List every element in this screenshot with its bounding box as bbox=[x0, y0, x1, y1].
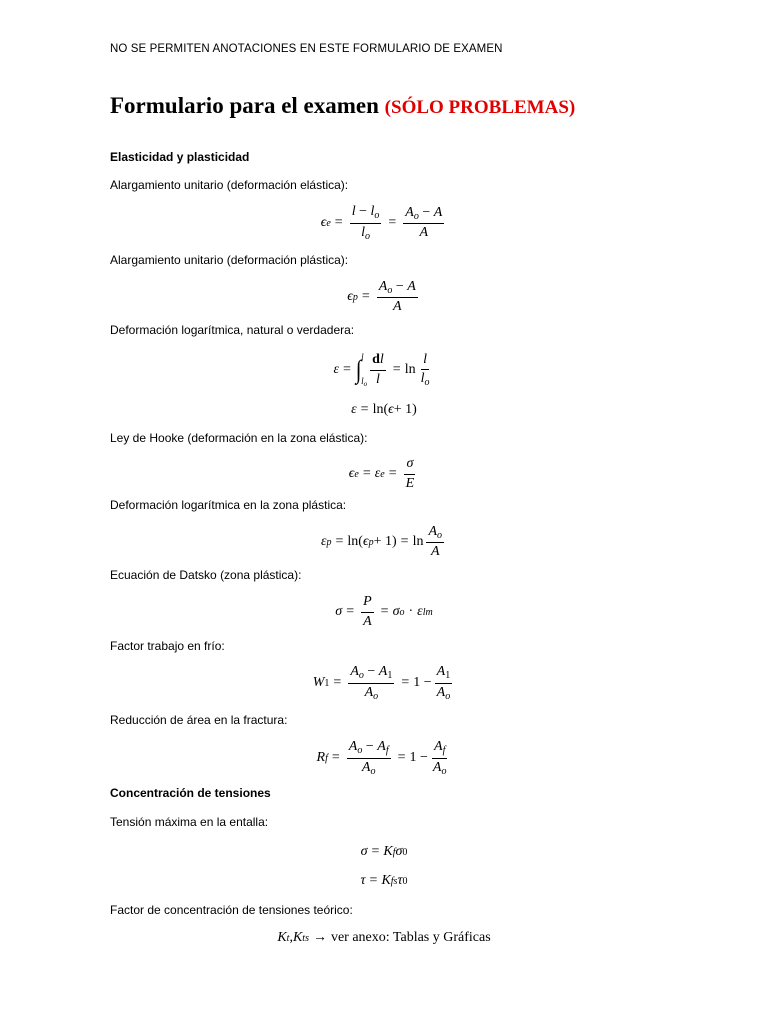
section-heading-elasticidad: Elasticidad y plasticidad bbox=[110, 150, 250, 164]
formula-deformacion-plastica: ϵ p = $\frac{A_o - A}{A}$ bbox=[347, 278, 416, 315]
label-alargamiento-elastico: Alargamiento unitario (deformación elástica): bbox=[110, 178, 349, 192]
formula-tension-normal: σ = K f σ 0 bbox=[360, 844, 408, 859]
section-heading-concentracion: Concentración de tensiones bbox=[110, 786, 271, 800]
exam-notice: NO SE PERMITEN ANOTACIONES EN ESTE FORMULARIO DE EXAMEN bbox=[110, 43, 503, 55]
formula-deformacion-elastica: ϵ e = $\frac{l - l_o}{l_o}$ = $\frac{A_o - A}{A}$ bbox=[320, 204, 443, 242]
formula-datsko: σ = $\frac{P}{A}$ = σ o · ε l m bbox=[335, 594, 433, 629]
formula-reduccion-area: R f = $\frac{A_o - A_f}{A_o}$ = 1 − $\frac{A_f}{A_o}$ bbox=[316, 739, 447, 777]
label-reduccion-area: Reducción de área en la fractura: bbox=[110, 713, 288, 727]
formula-trabajo-frio: W 1 = $\frac{A_o - A_1}{A_o}$ = 1 − $\frac{A_1}{A_o}$ bbox=[312, 664, 451, 702]
formula-ley-hooke: ϵ e = ε e = $\frac{\sigma}{E}$ bbox=[348, 456, 415, 491]
factor-teorico-text: ver anexo: Tablas y Gráficas bbox=[330, 930, 491, 945]
label-ley-hooke: Ley de Hooke (deformación en la zona elástica): bbox=[110, 431, 368, 445]
page-title bbox=[110, 93, 575, 119]
formula-tension-cortante: τ = K fs τ 0 bbox=[360, 873, 408, 888]
title-highlight: (SÓLO PROBLEMAS) bbox=[384, 97, 576, 118]
label-tension-maxima: Tensión máxima en la entalla: bbox=[110, 815, 269, 829]
label-deformacion-log-plastica: Deformación logarítmica en la zona plástica: bbox=[110, 498, 347, 512]
label-deformacion-logaritmica: Deformación logarítmica, natural o verdadera: bbox=[110, 323, 355, 337]
formula-deformacion-verdadera-integral: ε = ∫ l $l_o$ $\frac{dl}{l}$ = ln $\frac{l}{l_o}$ bbox=[333, 351, 430, 388]
formula-deformacion-log-plastica: ε p = ln( ϵ p + 1) = ln $\frac{A_o}{A}$ bbox=[320, 523, 443, 560]
title-text: Formulario para el examen bbox=[110, 93, 379, 118]
formula-deformacion-verdadera-ln: ε = ln( ϵ + 1) bbox=[351, 402, 417, 417]
label-ecuacion-datsko: Ecuación de Datsko (zona plástica): bbox=[110, 568, 302, 582]
label-factor-teorico: Factor de concentración de tensiones teórico: bbox=[110, 903, 353, 917]
label-alargamiento-plastico: Alargamiento unitario (deformación plástica): bbox=[110, 253, 349, 267]
formula-factor-teorico: K t , K ts → ver anexo: Tablas y Gráficas bbox=[277, 930, 491, 945]
label-factor-trabajo-frio: Factor trabajo en frío: bbox=[110, 639, 225, 653]
